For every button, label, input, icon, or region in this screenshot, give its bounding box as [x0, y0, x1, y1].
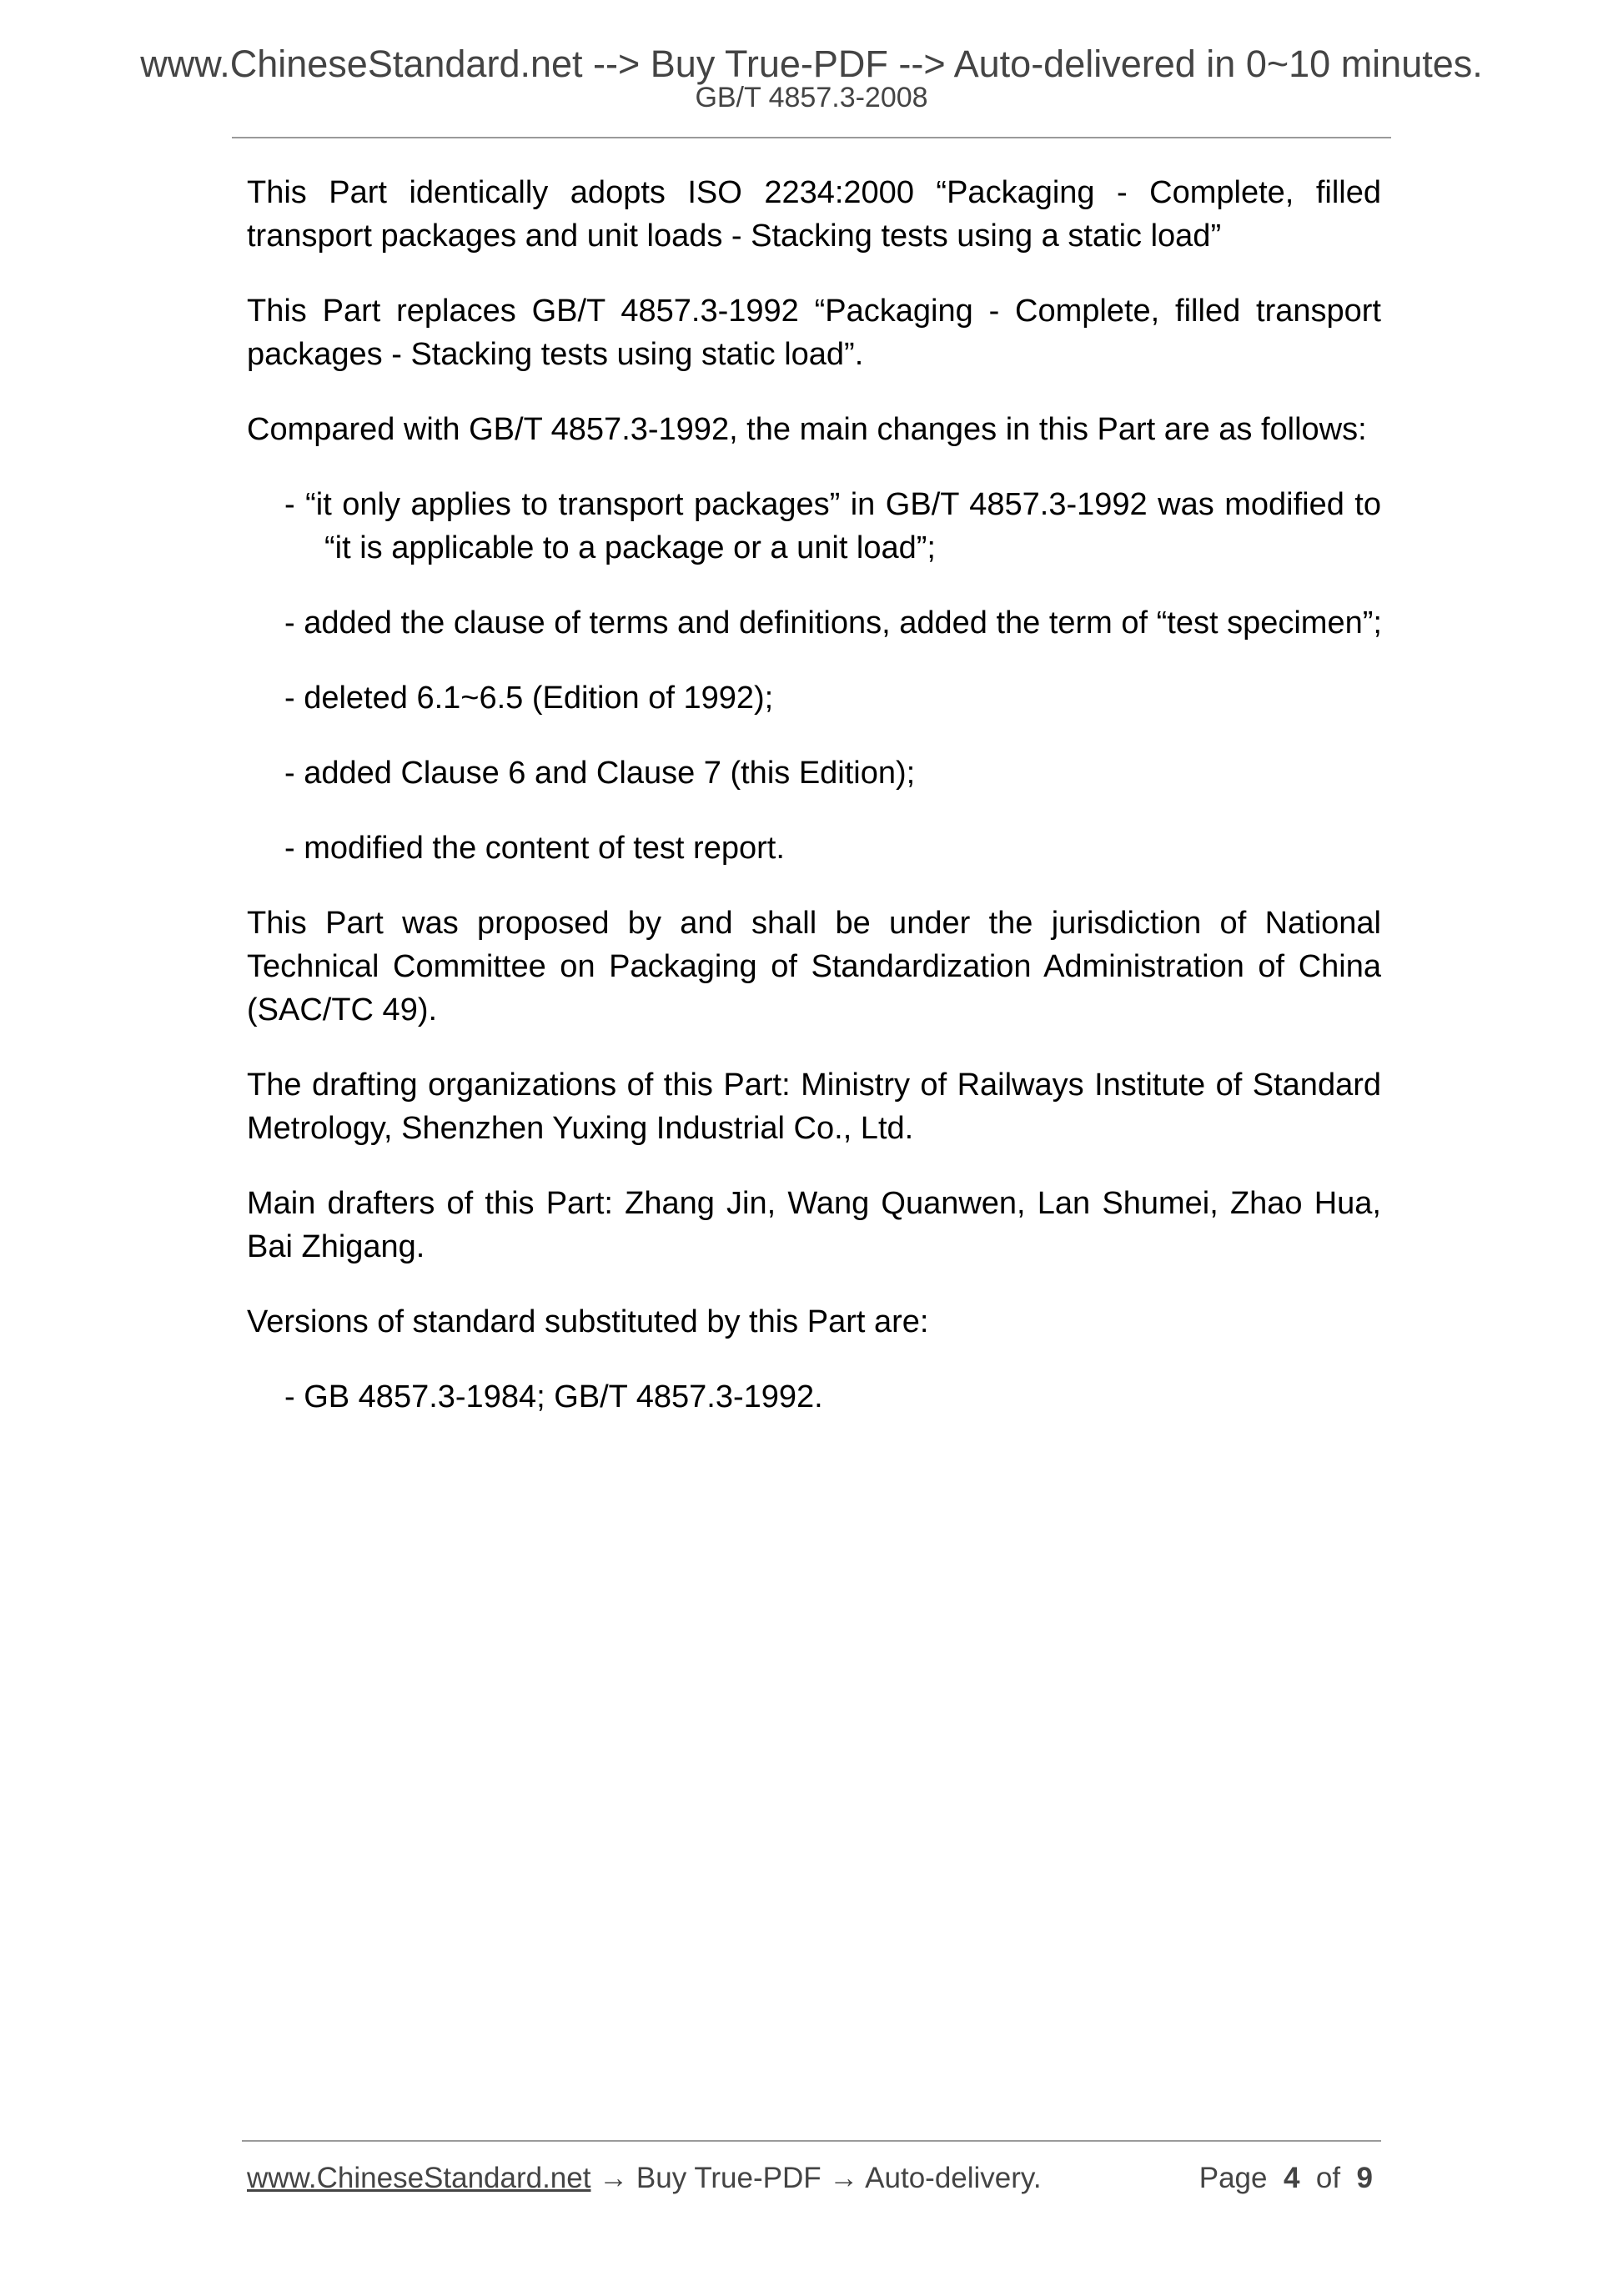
page-total: 9 — [1356, 2162, 1373, 2194]
footer-divider — [242, 2140, 1381, 2142]
paragraph-proposal: This Part was proposed by and shall be under the jurisdiction of National Technical Committee on Packaging of Standardization Administration of China (SAC/TC 49). — [247, 906, 1381, 1027]
document-body — [247, 171, 1381, 1450]
header-divider — [232, 137, 1391, 138]
list-item-change: - added the clause of terms and definitions, added the term of “test specimen”; — [284, 605, 1382, 641]
list-item-change: - deleted 6.1~6.5 (Edition of 1992); — [284, 681, 774, 716]
list-item-version: - GB 4857.3-1984; GB/T 4857.3-1992. — [284, 1379, 823, 1414]
paragraph-versions-intro: Versions of standard substituted by this Part are: — [247, 1304, 929, 1339]
list-item-change: - “it only applies to transport packages” in GB/T 4857.3-1992 was modified to “it is applicable to a package or a unit load”; — [284, 487, 1381, 565]
list-item-change: - modified the content of test report. — [284, 831, 785, 866]
page-of-label: of — [1315, 2162, 1341, 2194]
paragraph-changes-intro: Compared with GB/T 4857.3-1992, the main changes in this Part are as follows: — [247, 412, 1367, 447]
list-item-change: - added Clause 6 and Clause 7 (this Edition); — [284, 756, 916, 791]
paragraph-drafters: Main drafters of this Part: Zhang Jin, Wang Quanwen, Lan Shumei, Zhao Hua, Bai Zhigang. — [247, 1186, 1381, 1264]
page-number — [1199, 2160, 1373, 2197]
footer-site-link[interactable]: www.ChineseStandard.net — [247, 2162, 591, 2194]
footer-promo — [247, 2160, 1042, 2197]
page-label: Page — [1198, 2162, 1268, 2194]
paragraph-replacement: This Part replaces GB/T 4857.3-1992 “Packaging - Complete, filled transport packages - Stacking tests using static load”. — [247, 294, 1381, 372]
footer-promo-text: → Buy True-PDF → Auto-delivery. — [590, 2162, 1042, 2194]
site-banner: www.ChineseStandard.net --> Buy True-PDF --> Auto-delivered in 0~10 minutes. — [140, 43, 1483, 85]
page-current: 4 — [1283, 2162, 1300, 2194]
paragraph-drafting-organizations: The drafting organizations of this Part: Ministry of Railways Institute of Standard Metrology, Shenzhen Yuxing Industrial Co., Ltd. — [247, 1068, 1381, 1146]
paragraph-adoption: This Part identically adopts ISO 2234:2000 “Packaging - Complete, filled transport packages and unit loads - Stacking tests using a static load” — [247, 175, 1381, 254]
document-code: GB/T 4857.3-2008 — [695, 82, 928, 113]
